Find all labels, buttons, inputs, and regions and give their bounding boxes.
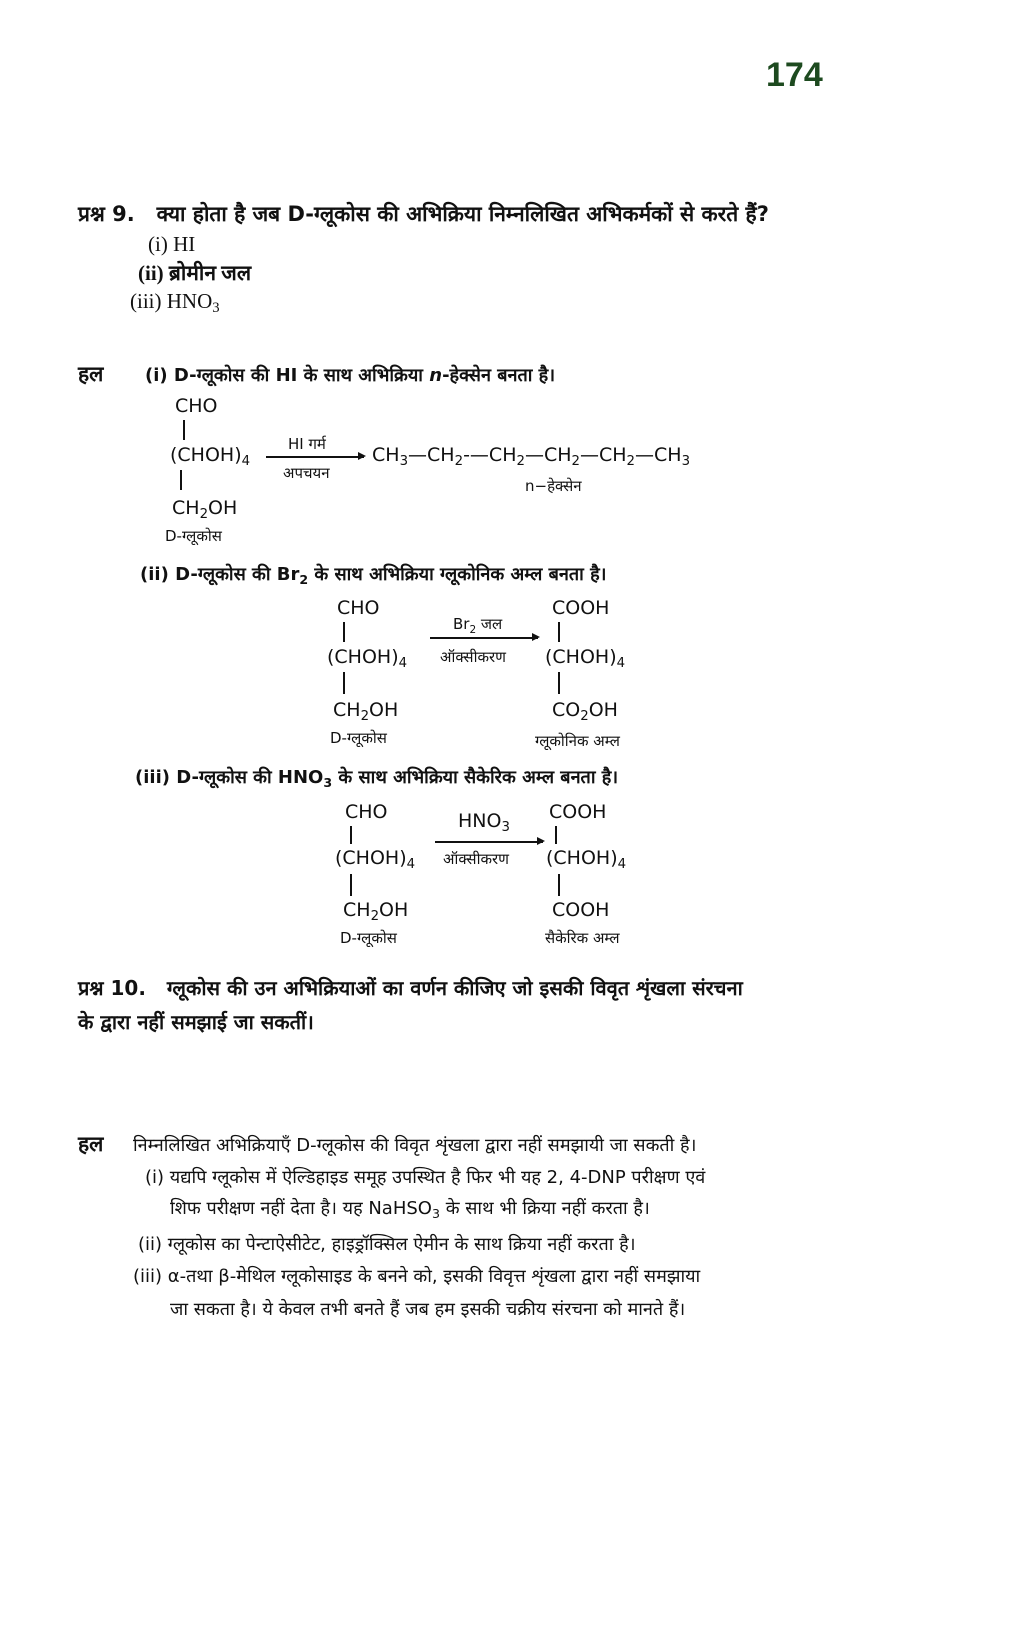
question-label: प्रश्न 9. (78, 202, 135, 226)
solution-10-point-3: (iii) α-तथा β-मेथिल ग्लूकोसाइड के बनने को, इसकी विवृत्त शृंखला द्वारा नहीं समझाया (133, 1266, 701, 1287)
option-1: (i) HI (148, 232, 196, 256)
solution-10-point-1-cont: शिफ परीक्षण नहीं देता है। यह NaHSO$_3$ के साथ भी क्रिया नहीं करता है। (170, 1198, 650, 1221)
question-9 (78, 202, 769, 226)
solution-label: हल (78, 362, 104, 386)
solution-10-point-3-cont: जा सकता है। ये केवल तभी बनते हैं जब हम इसकी चक्रीय संरचना को मानते हैं। (170, 1299, 686, 1320)
option-2: (ii) ब्रोमीन जल (138, 261, 252, 285)
page-number: 174 (766, 56, 823, 94)
reaction-arrow (430, 637, 538, 639)
solution-point-1: (i) D-ग्लूकोस की HI के साथ अभिक्रिया n-हेक्सेन बनता है। (145, 365, 556, 386)
reaction-arrow (435, 841, 543, 843)
textbook-page: 174 प्रश्न 9. क्या होता है जब D-ग्लूकोस की अभिक्रिया निम्नलिखित अभिकर्मकों से करते हैं? (i) HI (ii) ब्रोमीन जल (iii) $HNO_3$ हल (i) D-ग्लूकोस की HI के साथ अभिक्रिया n-हेक्सेन बनता है। CHO $(CHOH)_4$ HI गर्म अपचयन $CH_3—CH_2-—CH_2—CH_2—CH_2—CH_3$ n−हेक्सेन $CH_2OH$ D-ग्लूकोस (ii) D-ग्लूकोस की $Br_2$ के साथ अभिक्रिया ग्लूकोनिक अम्ल बनता है। CHO $(CHOH)_4$ $CH_2OH$ D-ग्लूकोस $Br_2$ जल ऑक्सीकरण COOH $(CHOH)_4$ $CO_2OH$ ग्लूकोनिक अम्ल (iii) D-ग्लूकोस की $HNO_3$ के साथ अभिक्रिया सैकेरिक अम्ल बनता है। CHO $(CHOH)_4$ $CH_2OH$ D-ग्लूकोस $HNO_3$ ऑक्सीकरण COOH $(CHOH)_4$ COOH सैकेरिक अम्ल प्रश्न 10. ग्लूकोस की उन अभिक्रियाओं का वर्णन कीजिए जो इसकी विवृत शृंखला संरचना के द्वारा नहीं समझाई जा सकतीं। हल निम्नलिखित अभिक्रियाएँ D-ग्लूकोस की विवृत शृंखला द्वारा नहीं समझायी जा सकती है। (i) यद्यपि ग्लूकोस में ऐल्डिहाइड समूह उपस्थित है फिर भी यह 2, 4-DNP परीक्षण एवं शिफ परीक्षण नहीं देता है। यह NaHSO$_3$ के साथ भी क्रिया नहीं करता है। (ii) ग्लूकोस का पेन्टाऐसीटेट, हाइड्रॉक्सिल ऐमीन के साथ क्रिया नहीं करता है। (iii) α-तथा β-मेथिल ग्लूकोसाइड के बनने को, इसकी विवृत्त शृंखला द्वारा नहीं समझाया जा सकता है। ये केवल तभी बनते हैं जब हम इसकी चक्रीय संरचना को मानते हैं। (0, 0, 1034, 1649)
solution-point-3: (iii) D-ग्लूकोस की $HNO_3$ के साथ अभिक्रिया सैकेरिक अम्ल बनता है। (135, 767, 619, 790)
solution-10-point-2: (ii) ग्लूकोस का पेन्टाऐसीटेट, हाइड्रॉक्सिल ऐमीन के साथ क्रिया नहीं करता है। (138, 1234, 636, 1255)
option-3: (iii) $HNO_3$ (130, 289, 220, 316)
n-hexane-formula: $CH_3—CH_2-—CH_2—CH_2—CH_2—CH_3$ (372, 444, 691, 469)
question-10: प्रश्न 10. ग्लूकोस की उन अभिक्रियाओं का वर्णन कीजिए जो इसकी विवृत शृंखला संरचना (78, 976, 743, 1000)
reaction-arrow (266, 456, 364, 458)
solution-10-point-1: (i) यद्यपि ग्लूकोस में ऐल्डिहाइड समूह उपस्थित है फिर भी यह 2, 4-DNP परीक्षण एवं (145, 1167, 706, 1188)
solution-10-label: हल (78, 1132, 104, 1156)
question-10-line-2: के द्वारा नहीं समझाई जा सकतीं। (78, 1010, 314, 1034)
solution-10-intro: निम्नलिखित अभिक्रियाएँ D-ग्लूकोस की विवृत शृंखला द्वारा नहीं समझायी जा सकती है। (133, 1135, 697, 1156)
solution-point-2: (ii) D-ग्लूकोस की $Br_2$ के साथ अभिक्रिया ग्लूकोनिक अम्ल बनता है। (140, 564, 607, 587)
question-text: क्या होता है जब D-ग्लूकोस की अभिक्रिया निम्नलिखित अभिकर्मकों से करते हैं? (156, 202, 769, 226)
